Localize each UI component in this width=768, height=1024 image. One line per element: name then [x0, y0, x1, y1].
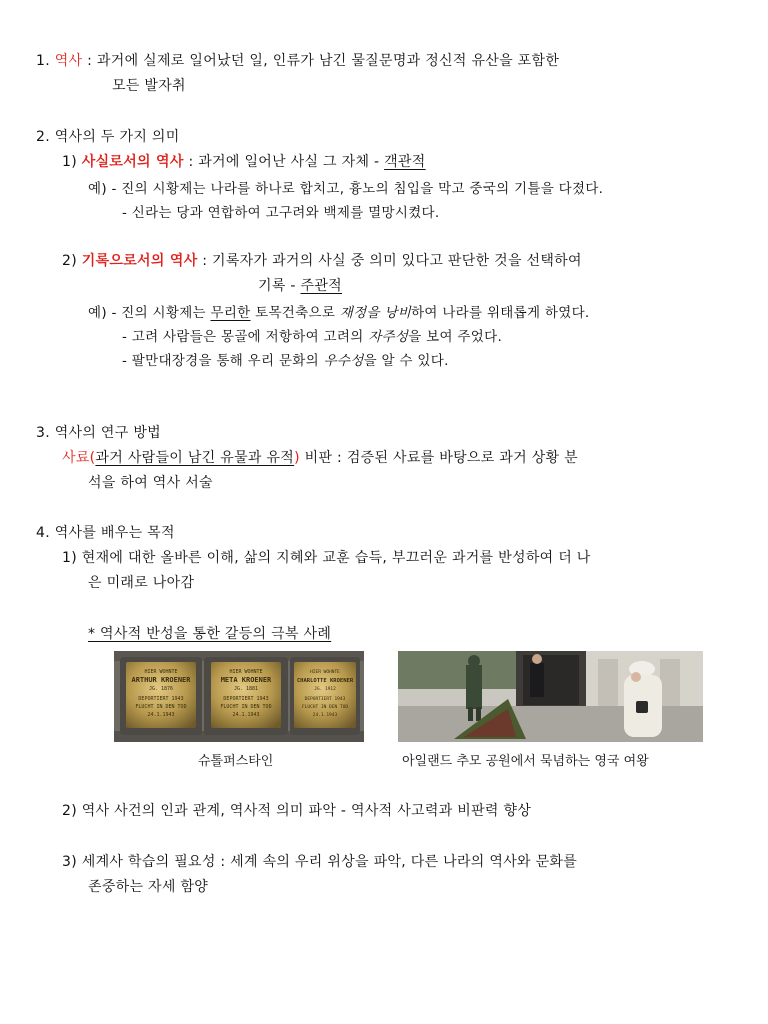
- ex-text: 토목건축으로: [250, 305, 340, 321]
- section-4-item-2: 2) 역사 사건의 인과 관계, 역사적 의미 파악 - 역사적 사고력과 비판력 향상: [62, 803, 532, 819]
- stone-inscription: 24.1.1943: [147, 712, 175, 718]
- stone-inscription: ARTHUR KROENER: [131, 676, 191, 684]
- item-text: 현재에 대한 올바른 이해, 삶의 지혜와 교훈 습득, 부끄러운 과거를 반성하여 더 나: [81, 550, 591, 566]
- record-example-1: [88, 301, 590, 321]
- stone-inscription: HIER WOHNTE: [310, 670, 340, 675]
- ex-text: 을 보여 주었다.: [408, 329, 503, 345]
- paren: (: [89, 450, 96, 466]
- section-1-definition: 과거에 실제로 일어났던 일, 인류가 남긴 물질문명과 정신적 유산을 포함한: [96, 53, 560, 69]
- fact-example-2: - 신라는 당과 연합하여 고구려와 백제를 멸망시켰다.: [122, 205, 440, 221]
- source-definition: 과거 사람들이 남긴 유물과 유적: [95, 450, 295, 466]
- paren: ): [294, 450, 300, 466]
- ex-italic: 자주성: [368, 329, 409, 345]
- item-text: 세계사 학습의 필요성 : 세계 속의 우리 위상을 파악, 다른 나라의 역사와 문화를: [81, 854, 578, 870]
- record-label: 기록 -: [258, 278, 301, 294]
- ex-text: - 고려 사람들은 몽골에 저항하여 고려의: [122, 329, 369, 345]
- stone-inscription: HIER WOHNTE: [144, 669, 178, 675]
- record-example-3: [122, 349, 449, 369]
- record-example-2: [122, 325, 502, 345]
- section-1-term: 역사: [54, 53, 83, 69]
- record-history-desc: : 기록자가 과거의 사실 중 의미 있다고 판단한 것을 선택하여: [197, 253, 582, 269]
- stone-inscription: CHARLOTTE KROENER: [296, 678, 354, 684]
- memorial-photo: [398, 651, 703, 742]
- section-2-item-1: [62, 151, 426, 171]
- section-4-title: 4. 역사를 배우는 목적: [36, 525, 175, 541]
- stolperstein-photo: [114, 651, 364, 742]
- stone-inscription: HIER WOHNTE: [229, 669, 263, 675]
- stone-inscription: FLUCHT IN DEN TOD: [220, 704, 272, 710]
- stone-inscription: DEPORTIERT 1943: [138, 696, 184, 702]
- section-4-item-3: [62, 851, 577, 871]
- section-4-item-3-cont: 존중하는 자세 함양: [88, 879, 209, 895]
- section-1-line: [36, 50, 559, 70]
- stone-inscription: META KROENER: [220, 676, 272, 684]
- item-number: 3): [62, 854, 77, 870]
- item-number: 1): [62, 154, 77, 170]
- section-1-number: 1.: [36, 53, 50, 69]
- ex-text: - 팔만대장경을 통해 우리 문화의: [122, 353, 324, 369]
- source-term: 사료: [62, 450, 90, 466]
- ex-italic: 우수성: [323, 353, 364, 369]
- record-history-desc-cont: [258, 275, 342, 295]
- fact-example-1: 예) - 진의 시황제는 나라를 하나로 합치고, 흉노의 침입을 막고 중국의 기틀을 다졌다.: [88, 181, 604, 197]
- ex-text: 을 알 수 있다.: [363, 353, 449, 369]
- stone-inscription: DEPORTIERT 1943: [223, 696, 269, 702]
- subjective-tag: 주관적: [300, 278, 342, 294]
- stone-inscription: 24.1.1943: [232, 712, 260, 718]
- stolperstein-caption: 슈톨퍼스타인: [198, 754, 274, 769]
- stone-inscription: DEPORTIERT 1943: [304, 697, 346, 702]
- stone-inscription: FLUCHT IN DEN TOD: [301, 705, 349, 710]
- section-4-item-1: [62, 547, 591, 567]
- item-number: 2): [62, 253, 77, 269]
- ex-italic: 재정을 낭비: [339, 305, 412, 321]
- section-2-title: 2. 역사의 두 가지 의미: [36, 129, 180, 145]
- ex-underlined: 무리한: [210, 305, 251, 321]
- stone-inscription: JG. 1876: [148, 686, 174, 692]
- memorial-image: [398, 651, 703, 742]
- source-desc: 비판 : 검증된 사료를 바탕으로 과거 상황 분: [299, 450, 578, 466]
- stone-inscription: JG. 1912: [314, 687, 336, 692]
- stone-inscription: 24.1.1943: [312, 713, 338, 718]
- section-3-body: [62, 447, 578, 467]
- section-3-body-cont: 석을 하여 역사 서술: [88, 475, 213, 491]
- fact-history-term: 사실로서의 역사: [81, 154, 184, 170]
- section-3-title: 3. 역사의 연구 방법: [36, 425, 161, 441]
- section-1-definition-cont: 모든 발자취: [112, 78, 186, 94]
- stolperstein-image: [114, 651, 364, 742]
- stone-inscription: JG. 1881: [233, 686, 259, 692]
- section-2-item-2: [62, 250, 582, 270]
- ex-text: 예) - 진의 시황제는: [88, 305, 211, 321]
- objective-tag: 객관적: [384, 154, 426, 170]
- section-4-item-1-cont: 은 미래로 나아감: [88, 575, 195, 591]
- record-history-term: 기록으로서의 역사: [81, 253, 198, 269]
- item-number: 1): [62, 550, 77, 566]
- memorial-caption: 아일랜드 추모 공원에서 묵념하는 영국 여왕: [402, 754, 649, 769]
- fact-history-desc: : 과거에 일어난 사실 그 자체 -: [183, 154, 385, 170]
- stone-inscription: FLUCHT IN DEN TOD: [135, 704, 187, 710]
- ex-text: 하여 나라를 위태롭게 하였다.: [411, 305, 590, 321]
- section-1-colon: :: [82, 53, 97, 69]
- reflection-case-title: * 역사적 반성을 통한 갈등의 극복 사례: [88, 626, 332, 642]
